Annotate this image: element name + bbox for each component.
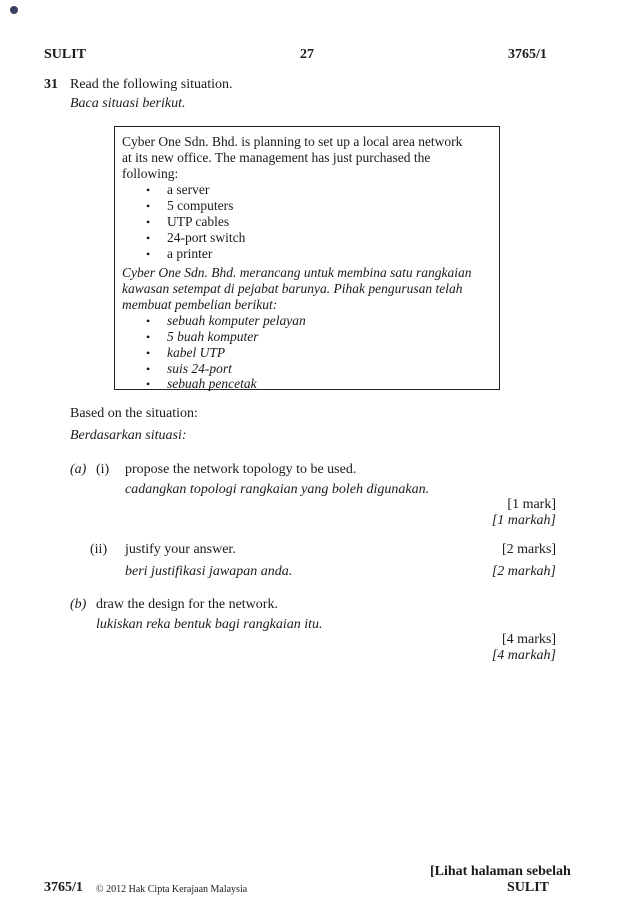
bullet-icon: •: [146, 377, 151, 391]
bullet-icon: •: [146, 183, 151, 197]
purchase-item-en: a server: [167, 182, 210, 197]
purchase-item-ms: suis 24-port: [167, 361, 232, 376]
bullet-icon: •: [146, 362, 151, 376]
part-a-i-malay: cadangkan topologi rangkaian yang boleh digunakan.: [125, 482, 430, 497]
purchase-item-ms: kabel UTP: [167, 345, 226, 360]
based-english: Based on the situation:: [70, 406, 198, 421]
based-malay: Berdasarkan situasi:: [70, 428, 187, 443]
part-b-marks-en: [4 marks]: [501, 632, 556, 647]
question-number: 31: [44, 77, 58, 92]
header-sulit: SULIT: [44, 47, 87, 62]
part-a-i-marks-ms: [1 markah]: [491, 513, 556, 528]
page-number: 27: [300, 47, 314, 62]
part-a-label: (a): [70, 462, 87, 477]
bullet-icon: •: [146, 231, 151, 245]
footer-paper-code: 3765/1: [44, 880, 83, 895]
situation-ms-line: membuat pembelian berikut:: [122, 297, 278, 312]
part-a-ii-english: justify your answer.: [125, 542, 236, 557]
situation-ms-line: Cyber One Sdn. Bhd. merancang untuk membina satu rangkaian: [122, 265, 472, 280]
part-b-malay: lukiskan reka bentuk bagi rangkaian itu.: [96, 617, 323, 632]
situation-en-line: following:: [122, 166, 179, 181]
intro-malay: Baca situasi berikut.: [70, 96, 186, 111]
part-a-ii-marks-en: [2 marks]: [501, 542, 556, 557]
situation-en-line: at its new office. The management has just purchased the: [122, 150, 431, 165]
bullet-icon: •: [146, 346, 151, 360]
part-a-i-english: propose the network topology to be used.: [125, 462, 357, 477]
part-a-ii-label: (ii): [90, 542, 108, 557]
part-a-i-label: (i): [96, 462, 110, 477]
purchase-item-ms: sebuah komputer pelayan: [167, 313, 306, 328]
bullet-icon: •: [146, 247, 151, 261]
part-b-marks-ms: [4 markah]: [491, 648, 556, 663]
paper-code: 3765/1: [508, 47, 547, 62]
bullet-icon: •: [146, 215, 151, 229]
part-a-i-marks-en: [1 mark]: [507, 497, 556, 512]
purchase-item-ms: sebuah pencetak: [167, 376, 257, 391]
bullet-icon: •: [146, 199, 151, 213]
part-b-english: draw the design for the network.: [96, 597, 278, 612]
purchase-item-en: 24-port switch: [167, 230, 246, 245]
copyright-notice: © 2012 Hak Cipta Kerajaan Malaysia: [96, 884, 248, 895]
bullet-icon: •: [146, 330, 151, 344]
next-page-notice: [Lihat halaman sebelah: [430, 864, 571, 879]
part-a-ii-marks-ms: [2 markah]: [491, 564, 556, 579]
purchase-item-en: 5 computers: [167, 198, 234, 213]
situation-ms-line: kawasan setempat di pejabat barunya. Pihak pengurusan telah: [122, 281, 463, 296]
page-corner-dot: [10, 6, 18, 14]
intro-english: Read the following situation.: [70, 77, 233, 92]
situation-en-line: Cyber One Sdn. Bhd. is planning to set up a local area network: [122, 134, 463, 149]
footer-sulit: SULIT: [507, 880, 550, 895]
purchase-item-en: a printer: [167, 246, 213, 261]
bullet-icon: •: [146, 314, 151, 328]
purchase-item-en: UTP cables: [167, 214, 230, 229]
part-b-label: (b): [70, 597, 87, 612]
purchase-item-ms: 5 buah komputer: [167, 329, 259, 344]
part-a-ii-malay: beri justifikasi jawapan anda.: [125, 564, 293, 579]
